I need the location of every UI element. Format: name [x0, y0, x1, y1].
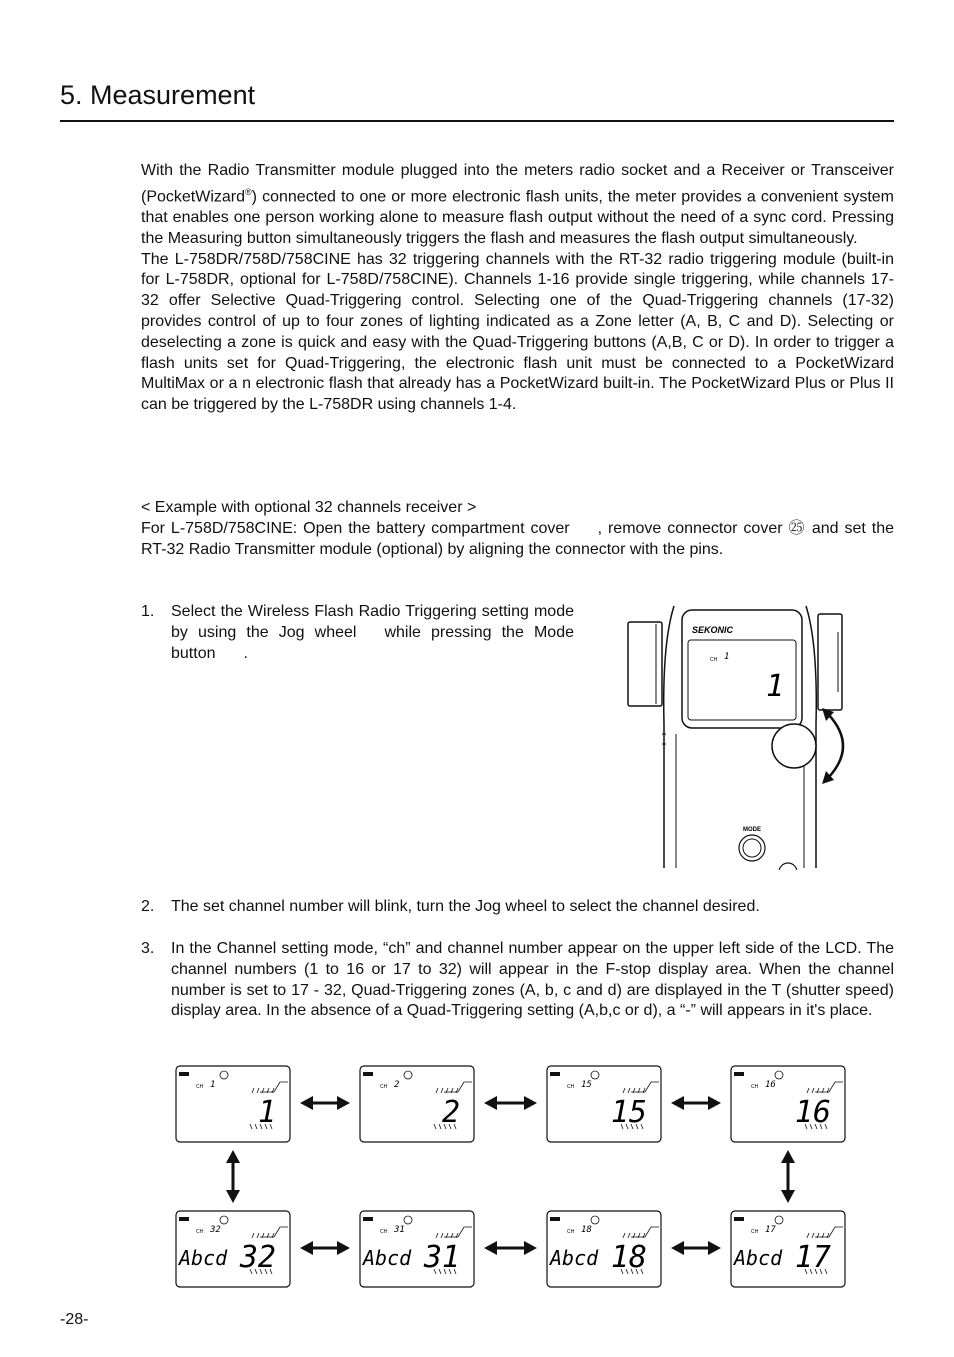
lcd-zones: Abcd	[550, 1246, 599, 1270]
lcd-ch-value: 32	[210, 1225, 221, 1235]
lcd-channel-value: 32	[239, 1240, 276, 1275]
lcd-ch-label: CH	[380, 1229, 388, 1235]
lcd-panel-bottom-1	[360, 1211, 474, 1287]
lcd-ch-value: 16	[765, 1080, 776, 1090]
lcd-zones: Abcd	[179, 1246, 228, 1270]
intro-paragraph-2: The L-758DR/758D/758CINE has 32 triggering channels with the RT-32 radio triggering module (built-in for L-758DR, optional for L-758D/758CINE). Channels 1-16 provide single triggering, while channels 17-32 offer Selective Quad-Triggering control. Selecting one of the Quad-Triggering channels (17-32) provides control of up to four zones of lighting indicated as a Zone letter (A, B, C and D). Selecting or deselecting a zone is quick and easy with the Quad-Triggering buttons (A,B, C or D). In order to trigger a flash units set for Quad-Triggering, the electronic flash unit must be connected to a PocketWizard MultiMax or a n electronic flash that already has a PocketWizard built-in. The PocketWizard Plus or Plus II can be triggered by the L-758DR using channels 1-4.	[141, 250, 894, 414]
meter-illustration	[626, 604, 852, 870]
lcd-panel-top-3	[731, 1066, 845, 1142]
lcd-panel-bottom-0	[176, 1211, 290, 1287]
lcd-ch-label: CH	[196, 1229, 204, 1235]
lcd-ch-label: CH	[380, 1084, 388, 1090]
horizontal-double-arrow	[671, 1096, 721, 1110]
lcd-channel-value: 1	[257, 1095, 276, 1130]
lcd-channel-value: 15	[610, 1095, 647, 1130]
meter-ch-value: 1	[724, 652, 730, 662]
lcd-panel-top-2	[547, 1066, 661, 1142]
page-number: -28-	[60, 1311, 89, 1328]
lcd-ch-value: 17	[765, 1225, 776, 1235]
horizontal-double-arrow	[671, 1241, 721, 1255]
lcd-ch-value: 2	[394, 1080, 400, 1090]
mode-label: MODE	[743, 827, 761, 833]
title-rule	[60, 120, 894, 122]
lcd-ch-label: CH	[567, 1084, 575, 1090]
lcd-channel-value: 17	[794, 1240, 831, 1275]
step-2: 2. The set channel number will blink, turn the Jog wheel to select the channel desired.	[141, 898, 760, 915]
jog-wheel	[772, 724, 816, 768]
meter-brand: SEKONIC	[692, 625, 734, 635]
vertical-double-arrow	[226, 1150, 240, 1203]
step-3: 3. In the Channel setting mode, “ch” and channel number appear on the upper left side of the LCD. The channel numbers (1 to 16 or 17 to 32) will appear in the F-stop display area. When the channel number is set to 17 - 32, Quad-Triggering zones (A, b, c and d) are displayed in the T (shutter speed) display area. In the absence of a Quad-Triggering setting (A,b,c or d), a “-” will appears in it's place.	[141, 940, 894, 1020]
lcd-ch-label: CH	[751, 1084, 759, 1090]
intro-paragraph-1: With the Radio Transmitter module plugged into the meters radio socket and a Receiver or Transceiver (PocketWizard®) connected to one or more electronic flash units, the meter provides a convenient system that enables one person working alone to measure flash output without the need of a sync cord. Pressing the Measuring button simultaneously triggers the flash and measures the flash output simultaneously.	[141, 162, 894, 247]
meter-big-value: 1	[766, 669, 785, 704]
example-heading: < Example with optional 32 channels receiver >	[141, 499, 477, 516]
page-title: 5. Measurement	[60, 80, 256, 110]
horizontal-double-arrow	[484, 1241, 537, 1255]
step-1: 1. Select the Wireless Flash Radio Triggering setting mode by using the Jog wheel while pressing the Mode button .	[141, 603, 574, 662]
lcd-channel-value: 16	[794, 1095, 831, 1130]
example-text: For L-758D/758CINE: Open the battery compartment cover , remove connector cover ㉕ and set the RT-32 Radio Transmitter module (optional) by aligning the connector with the pins.	[141, 519, 894, 558]
lcd-panel-grid	[170, 1060, 860, 1295]
lcd-channel-value: 2	[441, 1095, 460, 1130]
lcd-zones: Abcd	[734, 1246, 783, 1270]
registered-mark: ®	[245, 186, 252, 197]
lcd-ch-value: 31	[394, 1225, 405, 1235]
intro-text	[141, 161, 894, 416]
lcd-ch-value: 18	[581, 1225, 592, 1235]
lcd-zones: Abcd	[363, 1246, 412, 1270]
lcd-ch-value: 15	[581, 1080, 592, 1090]
horizontal-double-arrow	[300, 1241, 350, 1255]
lcd-panel-top-0	[176, 1066, 290, 1142]
lcd-ch-label: CH	[196, 1084, 204, 1090]
example-block	[141, 498, 894, 560]
vertical-double-arrow	[781, 1150, 795, 1203]
lcd-channel-value: 31	[423, 1240, 460, 1275]
lcd-ch-value: 1	[210, 1080, 216, 1090]
lcd-panel-bottom-2	[547, 1211, 661, 1287]
horizontal-double-arrow	[300, 1096, 350, 1110]
lcd-panel-top-1	[360, 1066, 474, 1142]
lcd-ch-label: CH	[567, 1229, 575, 1235]
lcd-panel-bottom-3	[731, 1211, 845, 1287]
meter-ch-label: CH	[710, 657, 718, 663]
lcd-ch-label: CH	[751, 1229, 759, 1235]
horizontal-double-arrow	[484, 1096, 537, 1110]
lcd-channel-value: 18	[610, 1240, 647, 1275]
